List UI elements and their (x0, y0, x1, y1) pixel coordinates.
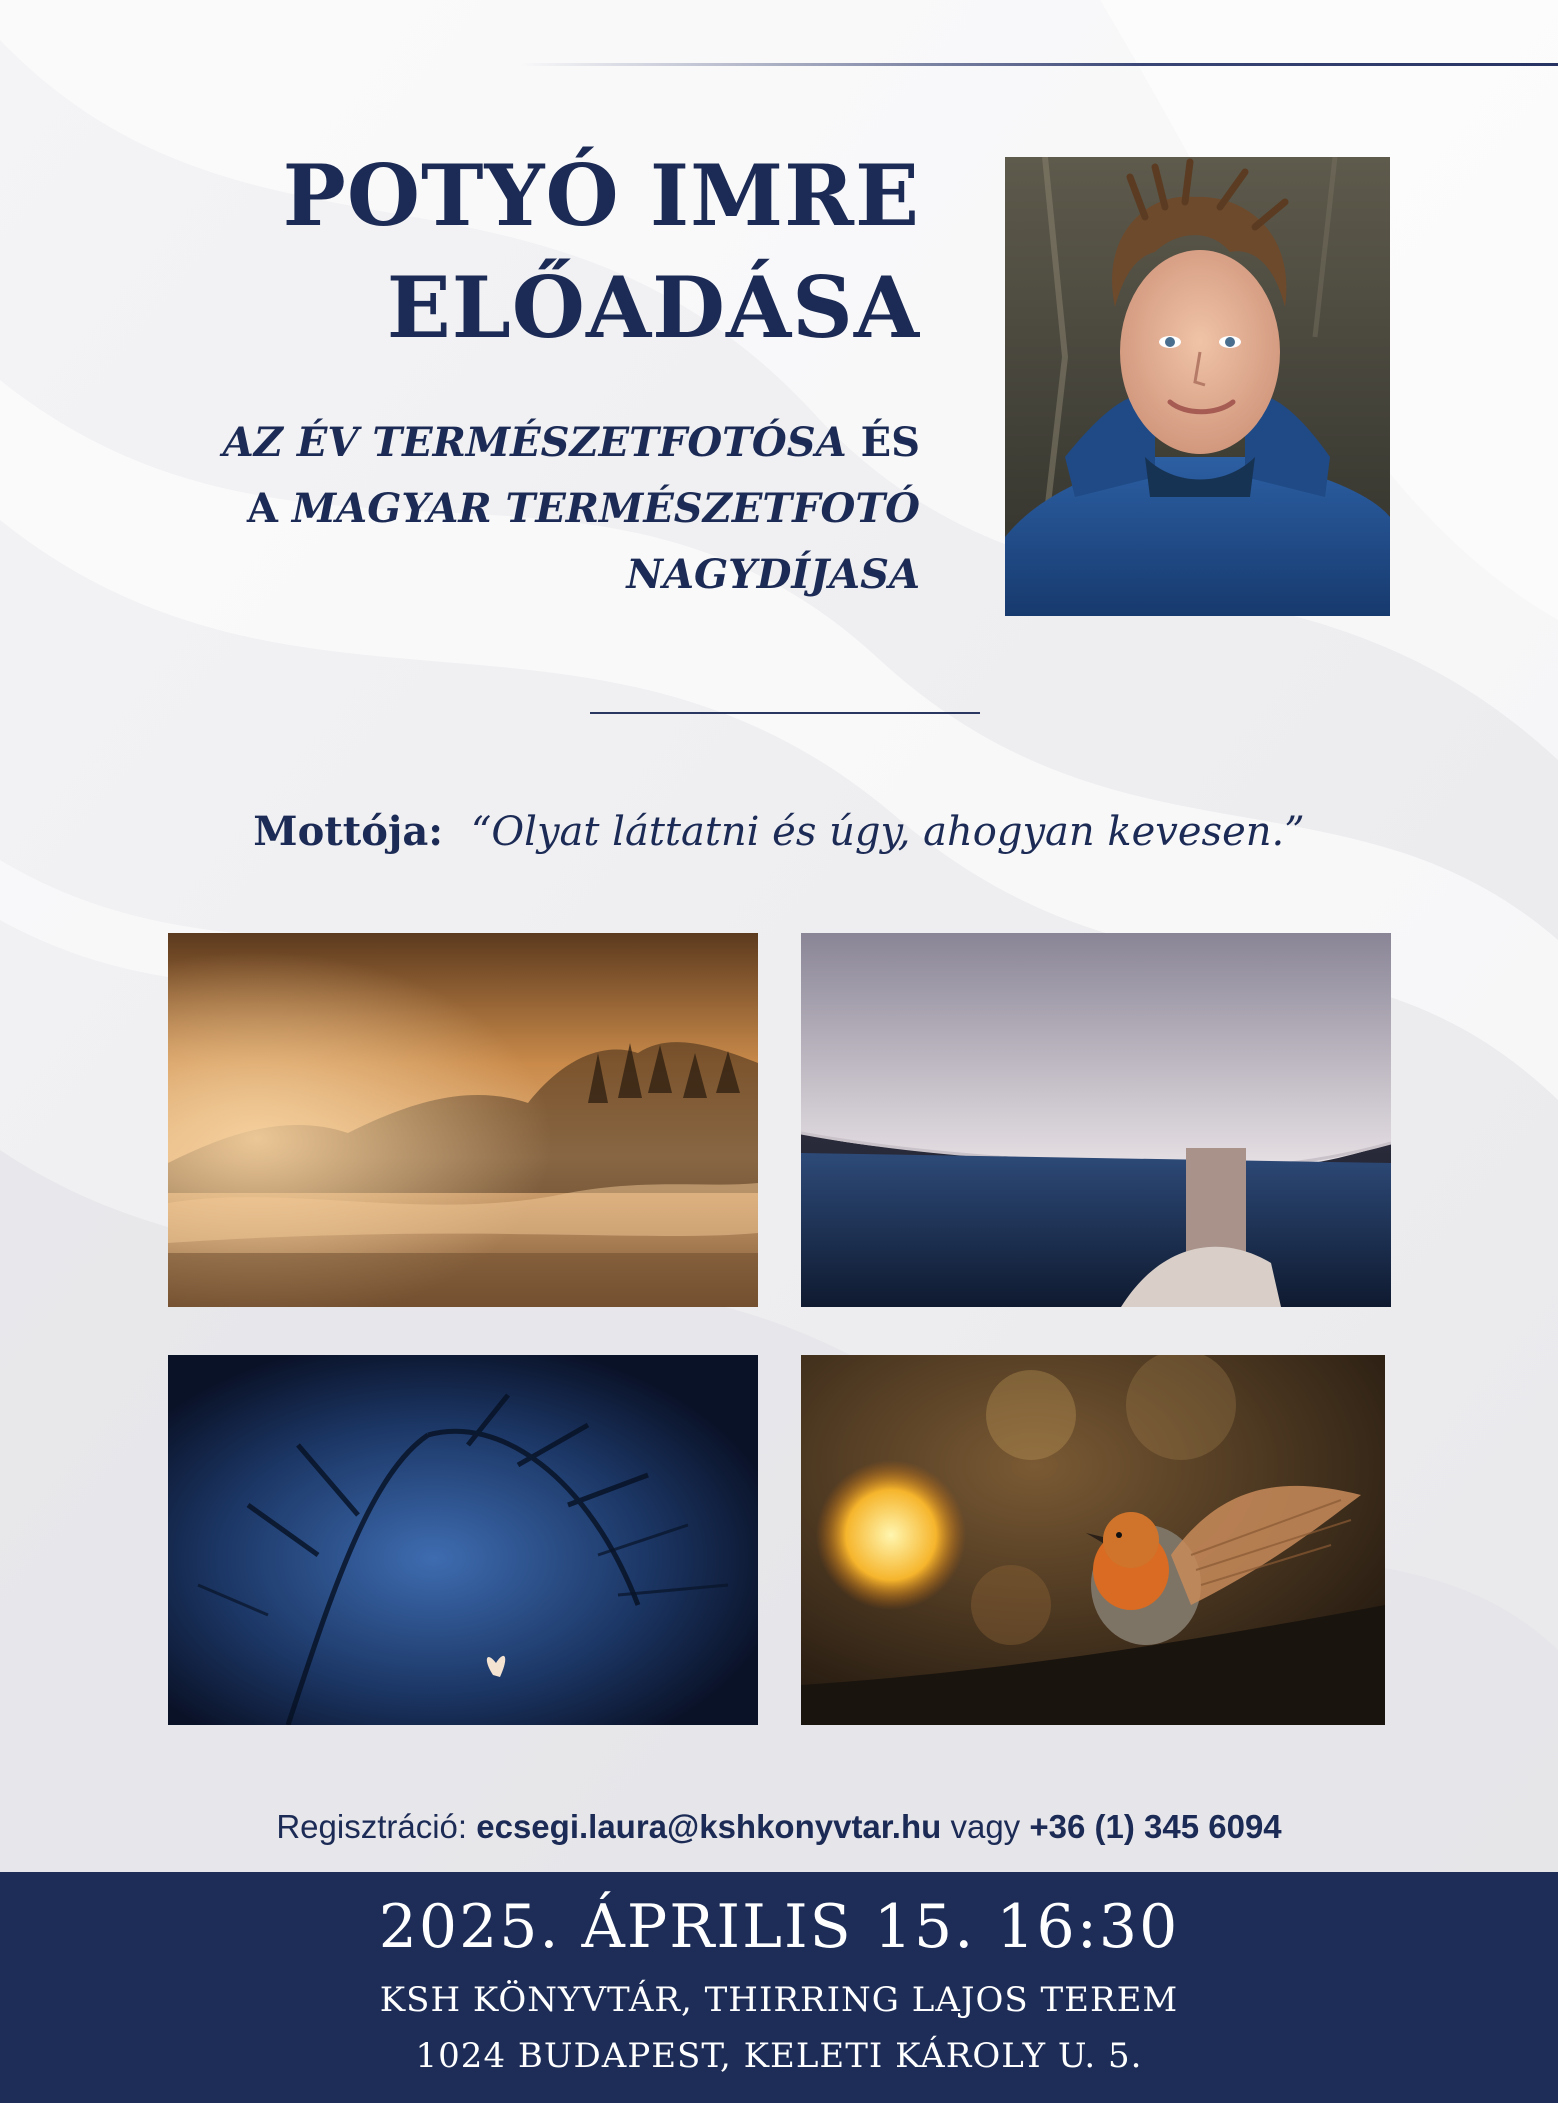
subtitle-article: A (246, 485, 292, 532)
section-divider (590, 712, 980, 714)
motto (0, 808, 1558, 855)
subtitle-connector: ÉS (846, 419, 920, 466)
subtitle-award-1: AZ ÉV TERMÉSZETFOTÓSA (222, 419, 847, 466)
subtitle-award-2-cont: NAGYDÍJASA (626, 551, 920, 598)
motto-label: Mottója: (253, 808, 444, 855)
registration-connector: vagy (950, 1808, 1021, 1845)
registration-phone[interactable]: +36 (1) 345 6094 (1029, 1808, 1282, 1845)
photo-robin-bird (801, 1355, 1385, 1725)
registration-label: Regisztráció: (276, 1808, 468, 1845)
speaker-credentials (120, 410, 920, 608)
title-line-2: ELŐADÁSA (386, 258, 920, 357)
title-line-1: POTYÓ IMRE (282, 146, 920, 245)
event-address: 1024 BUDAPEST, KELETI KÁROLY U. 5. (415, 2036, 1143, 2076)
motto-quote: “Olyat láttatni és úgy, ahogyan kevesen.” (470, 809, 1305, 855)
speaker-portrait (1005, 157, 1390, 616)
photo-mushroom (801, 933, 1391, 1307)
registration-email-link[interactable]: ecsegi.laura@kshkonyvtar.hu (476, 1808, 942, 1845)
event-title (180, 140, 920, 364)
event-details-footer (0, 1872, 1558, 2103)
event-date-time: 2025. ÁPRILIS 15. 16:30 (378, 1892, 1180, 1962)
registration-info (0, 1808, 1558, 1846)
event-venue: KSH KÖNYVTÁR, THIRRING LAJOS TEREM (379, 1980, 1179, 2020)
subtitle-award-2: MAGYAR TERMÉSZETFOTÓ (291, 485, 920, 532)
photo-blue-night-forest (168, 1355, 758, 1725)
top-decorative-line (520, 63, 1558, 66)
photo-misty-forest (168, 933, 758, 1307)
